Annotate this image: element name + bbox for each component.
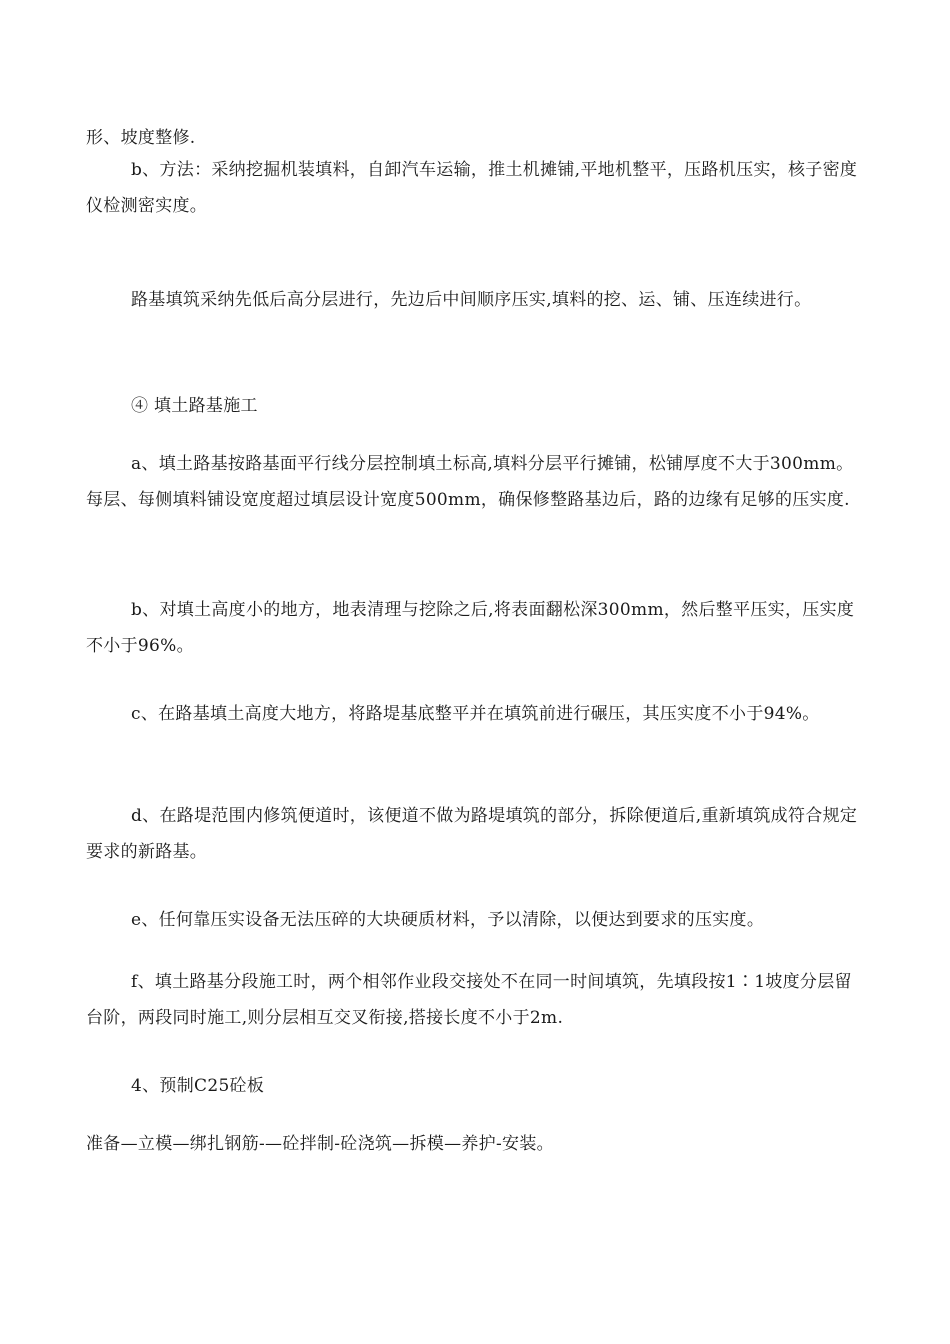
paragraph-continuation: 形、坡度整修. [86, 128, 196, 148]
paragraph-item-a: a、填土路基按路基面平行线分层控制填土标高,填料分层平行摊铺，松铺厚度不大于300mm。每层、每侧填料铺设宽度超过填层设计宽度500mm，确保修整路基边后，路的边缘有足够的压实度. [86, 454, 854, 510]
section-heading-precast-slab: 4、预制C25砼板 [131, 1076, 265, 1096]
section-heading-fill-subgrade: ④ 填土路基施工 [131, 396, 258, 416]
paragraph-subgrade-filling: 路基填筑采纳先低后高分层进行，先边后中间顺序压实,填料的挖、运、铺、压连续进行。 [131, 290, 812, 310]
paragraph-item-d: d、在路堤范围内修筑便道时，该便道不做为路堤填筑的部分，拆除便道后,重新填筑成符合规定要求的新路基。 [86, 806, 858, 862]
paragraph-item-f: f、填土路基分段施工时，两个相邻作业段交接处不在同一时间填筑，先填段按1∶1坡度分层留台阶，两段同时施工,则分层相互交叉衔接,搭接长度不小于2m. [86, 972, 852, 1028]
paragraph-item-c: c、在路基填土高度大地方，将路堤基底整平并在填筑前进行碾压，其压实度不小于94%。 [131, 704, 820, 724]
paragraph-item-b: b、对填土高度小的地方，地表清理与挖除之后,将表面翻松深300mm，然后整平压实，压实度不小于96%。 [86, 600, 855, 656]
paragraph-process-flow: 准备—立模—绑扎钢筋-—砼拌制-砼浇筑—拆模—养护-安装。 [86, 1134, 554, 1154]
paragraph-method-b: b、方法：采纳挖掘机装填料，自卸汽车运输，推土机摊铺,平地机整平，压路机压实，核子密度仪检测密实度。 [86, 160, 858, 216]
paragraph-item-e: e、任何靠压实设备无法压碎的大块硬质材料，予以清除，以便达到要求的压实度。 [131, 910, 765, 930]
